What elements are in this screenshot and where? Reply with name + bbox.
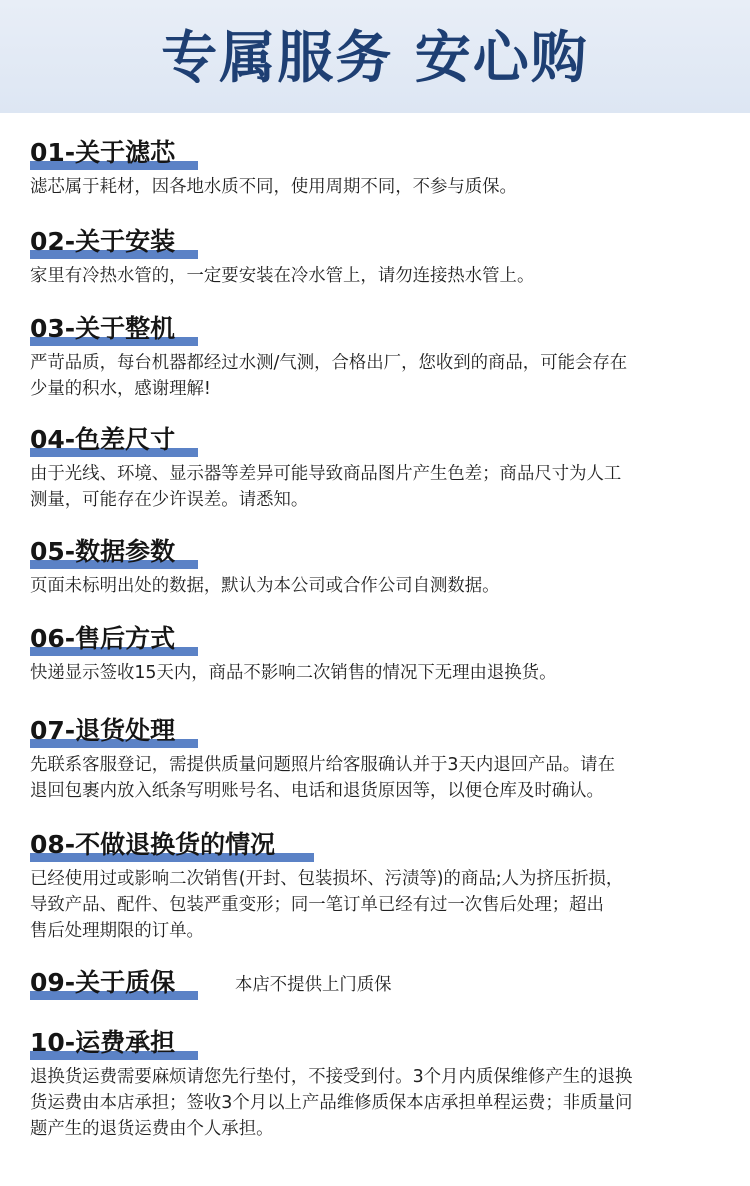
section-title: 02-关于安装 [30, 227, 176, 256]
body-line: 页面未标明出处的数据，默认为本公司或合作公司自测数据。 [30, 576, 500, 596]
body-line: 售后处理期限的订单。 [30, 921, 204, 941]
body-line: 滤芯属于耗材，因各地水质不同，使用周期不同，不参与质保。 [30, 177, 517, 197]
section-body [30, 752, 730, 804]
section-heading [30, 622, 730, 656]
section-title: 05-数据参数 [30, 537, 176, 566]
body-line: 先联系客服登记，需提供质量问题照片给客服确认并于3天内退回产品。请在 [30, 755, 615, 775]
section-color-size [30, 423, 730, 513]
section-body [30, 660, 730, 686]
section-body [30, 573, 730, 599]
section-title: 01-关于滤芯 [30, 138, 176, 167]
section-heading [30, 312, 730, 346]
body-line: 退回包裹内放入纸条写明账号名、电话和退货原因等，以便仓库及时确认。 [30, 781, 604, 801]
body-line: 快递显示签收15天内，商品不影响二次销售的情况下无理由退换货。 [30, 663, 557, 683]
warranty-note: 本店不提供上门质保 [235, 975, 392, 995]
section-heading [30, 225, 730, 259]
section-shipping-cost [30, 1026, 730, 1142]
body-line: 测量，可能存在少许误差。请悉知。 [30, 490, 309, 510]
section-title: 10-运费承担 [30, 1028, 176, 1057]
section-after-sales [30, 622, 730, 686]
section-warranty [30, 966, 730, 1000]
section-data-params [30, 535, 730, 599]
body-line: 由于光线、环境、显示器等差异可能导致商品图片产生色差；商品尺寸为人工 [30, 464, 622, 484]
section-title: 06-售后方式 [30, 624, 176, 653]
section-installation [30, 225, 730, 289]
section-title: 07-退货处理 [30, 716, 176, 745]
body-line: 货运费由本店承担；签收3个月以上产品维修质保本店承担单程运费；非质量问 [30, 1093, 633, 1113]
section-body [30, 174, 730, 200]
header-banner [0, 0, 750, 113]
section-heading [30, 535, 730, 569]
body-line: 严苛品质，每台机器都经过水测/气测，合格出厂，您收到的商品，可能会存在 [30, 353, 628, 373]
page-title: 专属服务 安心购 [161, 26, 589, 91]
section-machine [30, 312, 730, 402]
section-heading [30, 714, 730, 748]
body-line: 题产生的退货运费由个人承担。 [30, 1119, 274, 1139]
body-line: 导致产品、配件、包装严重变形；同一笔订单已经有过一次售后处理；超出 [30, 895, 604, 915]
section-heading [30, 828, 730, 862]
section-no-return [30, 828, 730, 944]
section-return-process [30, 714, 730, 804]
section-heading [30, 966, 730, 1000]
section-title: 08-不做退换货的情况 [30, 830, 276, 859]
section-body [30, 866, 730, 944]
section-heading [30, 136, 730, 170]
section-title: 04-色差尺寸 [30, 425, 176, 454]
section-body [30, 461, 730, 513]
section-filter [30, 136, 730, 200]
section-title: 03-关于整机 [30, 314, 176, 343]
section-body [30, 1064, 730, 1142]
body-line: 退换货运费需要麻烦请您先行垫付，不接受到付。3个月内质保维修产生的退换 [30, 1067, 633, 1087]
section-body [30, 350, 730, 402]
section-body [30, 263, 730, 289]
section-title: 09-关于质保 [30, 968, 176, 997]
body-line: 少量的积水，感谢理解! [30, 379, 211, 399]
body-line: 已经使用过或影响二次销售(开封、包装损坏、污渍等)的商品;人为挤压折损， [30, 869, 624, 889]
section-heading [30, 423, 730, 457]
body-line: 家里有冷热水管的，一定要安装在冷水管上，请勿连接热水管上。 [30, 266, 535, 286]
section-heading [30, 1026, 730, 1060]
